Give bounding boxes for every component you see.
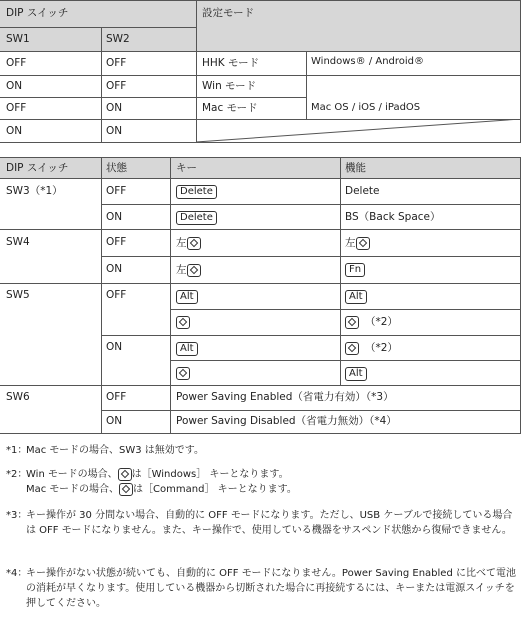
alt-key-icon: Alt (176, 342, 198, 356)
sw6-on-setting: Power Saving Disabled（省電力無効）（*4） (176, 415, 397, 427)
delete-key-icon: Delete (176, 211, 217, 225)
note-2-a-pre: Win モードの場合、 (26, 469, 118, 480)
note-2 (6, 467, 521, 497)
sw5-off-function-1 (345, 289, 369, 304)
fn-key-icon: Fn (345, 263, 365, 277)
row3-mode: Mac モード (202, 102, 258, 114)
sw5-off-key-2 (176, 315, 190, 329)
row4-sw2: ON (106, 125, 123, 137)
sw5-on-key-1 (176, 341, 200, 356)
row3-sw2: ON (106, 102, 123, 114)
row2-sw2: OFF (106, 80, 127, 92)
note-3 (6, 508, 521, 538)
diamond-key-icon (119, 483, 133, 496)
row2-sw1: ON (6, 80, 23, 92)
sw3-off-key (176, 184, 219, 199)
note-2-a-post: は［Windows］ キーとなります。 (131, 469, 289, 480)
note-ref-2: （*2） (365, 316, 398, 328)
diamond-key-icon (187, 264, 201, 277)
note-2-line-b (26, 482, 521, 497)
sw5-off-function-2 (345, 315, 398, 329)
sw4-on-function (345, 262, 367, 277)
note-ref-2: （*2） (365, 342, 398, 354)
row1-sw2: OFF (106, 57, 127, 69)
row1-os: Windows® / Android® (311, 56, 425, 67)
sw4-off-key (176, 236, 201, 250)
note-1 (6, 443, 521, 458)
note-2-b-pre: Mac モードの場合、 (26, 484, 120, 495)
delete-key-icon: Delete (176, 185, 217, 199)
sw3-on-state: ON (106, 211, 123, 223)
diamond-key-icon (187, 237, 201, 250)
alt-key-icon: Alt (345, 290, 367, 304)
diamond-key-icon (345, 342, 359, 355)
sw4-on-state: ON (106, 263, 123, 275)
header-sw1: SW1 (6, 33, 30, 45)
left-prefix: 左 (176, 237, 187, 249)
sw6-off-state: OFF (106, 391, 127, 403)
empty-cell-diagonal (196, 119, 521, 143)
row1-mode: HHK モード (202, 57, 260, 69)
sw5-on-state: ON (106, 341, 123, 353)
row2-mode: Win モード (202, 80, 257, 92)
note-2-mark: *2： (6, 469, 28, 480)
sw5-label: SW5 (6, 289, 30, 301)
alt-key-icon: Alt (345, 367, 367, 381)
sw4-on-key (176, 263, 201, 277)
sw3-label: SW3（*1） (6, 185, 63, 197)
note-4 (6, 566, 521, 611)
row3-sw1: OFF (6, 102, 27, 114)
row3-os: Mac OS / iOS / iPadOS (311, 102, 421, 113)
note-4-mark: *4： (6, 568, 28, 579)
sw5-off-state: OFF (106, 289, 127, 301)
row1-sw1: OFF (6, 57, 27, 69)
sw4-label: SW4 (6, 236, 30, 248)
sw3-on-function: BS（Back Space） (345, 211, 441, 223)
header-setting-mode: 設定モード (202, 7, 255, 19)
diamond-key-icon (176, 316, 190, 329)
mode-table-header-bg (0, 0, 521, 51)
sw3-on-key (176, 210, 219, 225)
sw5-on-function-1 (345, 341, 398, 355)
sw5-off-key-1 (176, 289, 200, 304)
row4-sw1: ON (6, 125, 23, 137)
sw3-off-function: Delete (345, 185, 380, 197)
note-2-line-a (26, 467, 521, 482)
note-2-b-post: は［Command］ キーとなります。 (133, 484, 297, 495)
header-function: 機能 (345, 162, 366, 174)
header-dip-switch: DIP スイッチ (6, 7, 69, 19)
header-state: 状態 (106, 162, 127, 174)
sw4-off-function (345, 236, 370, 250)
note-1-text: Mac モードの場合、SW3 は無効です。 (26, 445, 205, 456)
key-table-header-bg (0, 157, 521, 178)
diamond-key-icon (176, 367, 190, 380)
sw6-label: SW6 (6, 391, 30, 403)
sw3-off-state: OFF (106, 185, 127, 197)
sw4-off-state: OFF (106, 236, 127, 248)
diamond-key-icon (118, 468, 132, 481)
diamond-key-icon (356, 237, 370, 250)
note-3-text: キー操作が 30 分間ない場合、自動的に OFF モードになります。ただし、USB ケーブルで接続している場合は OFF モードになりません。また、キー操作で、使用している機器をサスペンド状態から復帰できません。 (26, 510, 513, 536)
left-prefix: 左 (345, 237, 356, 249)
sw5-on-function-2 (345, 366, 369, 381)
note-1-mark: *1： (6, 445, 28, 456)
sw6-off-setting: Power Saving Enabled（省電力有効）（*3） (176, 391, 394, 403)
sw6-on-state: ON (106, 415, 123, 427)
alt-key-icon: Alt (176, 290, 198, 304)
note-4-text: キー操作がない状態が続いても、自動的に OFF モードになりません。Power Saving Enabled に比べて電池の消耗が早くなります。使用している機器から切断された場合に再接続するには、キーまたは電源スイッチを押してください。 (26, 568, 516, 609)
header-dip-switch-2: DIP スイッチ (6, 162, 69, 174)
header-sw2: SW2 (106, 33, 130, 45)
diamond-key-icon (345, 316, 359, 329)
note-3-mark: *3： (6, 510, 28, 521)
header-key: キー (176, 162, 197, 174)
left-prefix: 左 (176, 264, 187, 276)
sw5-on-key-2 (176, 366, 190, 380)
